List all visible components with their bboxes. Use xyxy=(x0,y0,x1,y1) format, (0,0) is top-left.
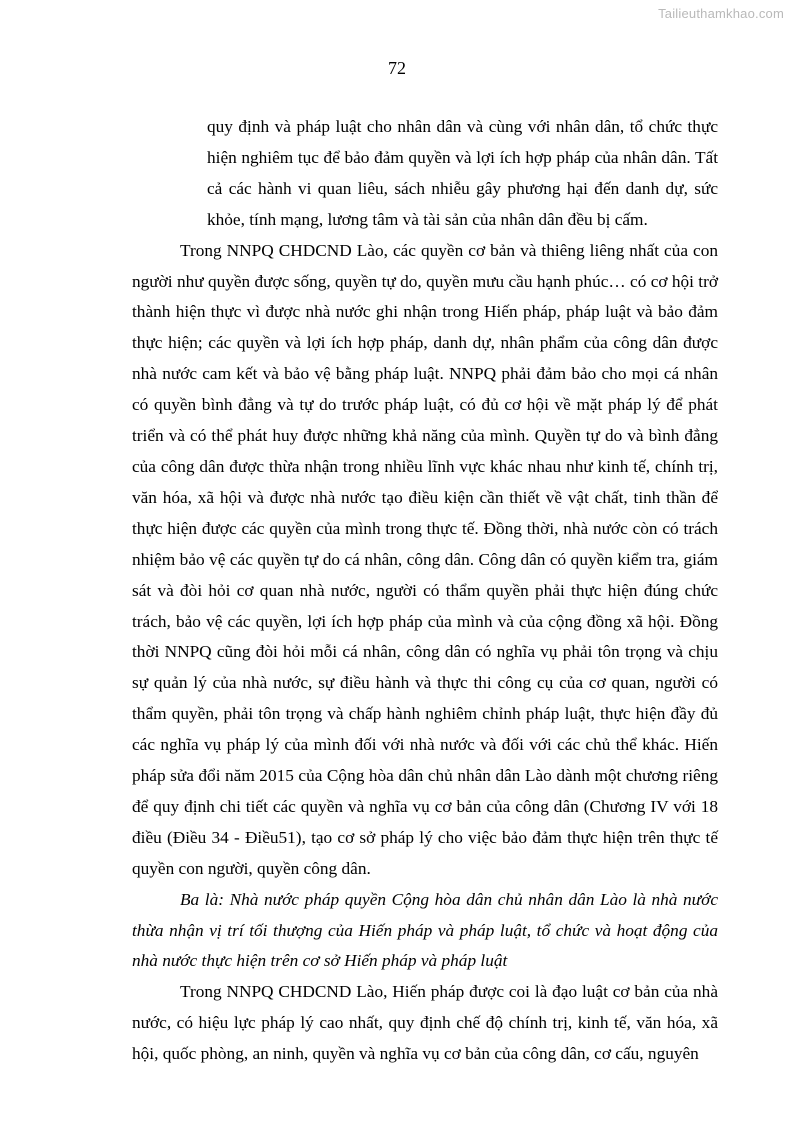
body-paragraph-rights: Trong NNPQ CHDCND Lào, các quyền cơ bản và thiêng liêng nhất của con người như quyền được sống, quyền tự do, quyền mưu cầu hạnh phúc… có cơ hội trở thành hiện thực vì được nhà nước ghi nhận trong Hiến pháp, pháp luật và bảo đảm thực hiện; các quyền và lợi ích hợp pháp, danh dự, nhân phẩm của công dân được nhà nước cam kết và bảo vệ bằng pháp luật. NNPQ phải đảm bảo cho mọi cá nhân có quyền bình đẳng và tự do trước pháp luật, có đủ cơ hội về mặt pháp lý để phát triển và có thể phát huy được những khả năng của mình. Quyền tự do và bình đẳng của công dân được thừa nhận trong nhiều lĩnh vực khác nhau như kinh tế, chính trị, văn hóa, xã hội và được nhà nước tạo điều kiện cần thiết về vật chất, tinh thần để thực hiện được các quyền của mình trong thực tế. Đồng thời, nhà nước còn có trách nhiệm bảo vệ các quyền tự do cá nhân, công dân. Công dân có quyền kiểm tra, giám sát và đòi hỏi cơ quan nhà nước, người có thẩm quyền phải thực hiện đúng chức trách, bảo vệ các quyền, lợi ích hợp pháp của mình và của cộng đồng xã hội. Đồng thời NNPQ cũng đòi hỏi mỗi cá nhân, công dân có nghĩa vụ phải tôn trọng và chịu sự quản lý của nhà nước, sự điều hành và thực thi công cụ của cơ quan, người có thẩm quyền, phải tôn trọng và chấp hành nghiêm chỉnh pháp luật, thực hiện đầy đủ các nghĩa vụ pháp lý của mình đối với nhà nước và đối với các chủ thể khác. Hiến pháp sửa đổi năm 2015 của Cộng hòa dân chủ nhân dân Lào dành một chương riêng để quy định chi tiết các quyền và nghĩa vụ cơ bản của công dân (Chương IV với 18 điều (Điều 34 - Điều51), tạo cơ sở pháp lý cho việc bảo đảm thực hiện trên thực tế quyền con người, quyền công dân. xyxy=(132,240,718,878)
page-number: 72 xyxy=(388,58,406,78)
quoted-paragraph: quy định và pháp luật cho nhân dân và cùng với nhân dân, tổ chức thực hiện nghiêm tục để bảo đảm quyền và lợi ích hợp pháp của nhân dân. Tất cả các hành vi quan liêu, sách nhiễu gây phương hại đến danh dự, sức khỏe, tính mạng, lương tâm và tài sản của nhân dân đều bị cấm. xyxy=(207,117,718,229)
watermark: Tailieuthamkhao.com xyxy=(658,6,784,21)
document-body xyxy=(132,112,718,1070)
section-heading-italic: Ba là: Nhà nước pháp quyền Cộng hòa dân chủ nhân dân Lào là nhà nước thừa nhận vị trí tối thượng của Hiến pháp và pháp luật, tổ chức và hoạt động của nhà nước thực hiện trên cơ sở Hiến pháp và pháp luật xyxy=(132,889,718,971)
body-paragraph-constitution: Trong NNPQ CHDCND Lào, Hiến pháp được coi là đạo luật cơ bản của nhà nước, có hiệu lực pháp lý cao nhất, quy định chế độ chính trị, kinh tế, văn hóa, xã hội, quốc phòng, an ninh, quyền và nghĩa vụ cơ bản của công dân, cơ cấu, nguyên xyxy=(132,982,718,1064)
